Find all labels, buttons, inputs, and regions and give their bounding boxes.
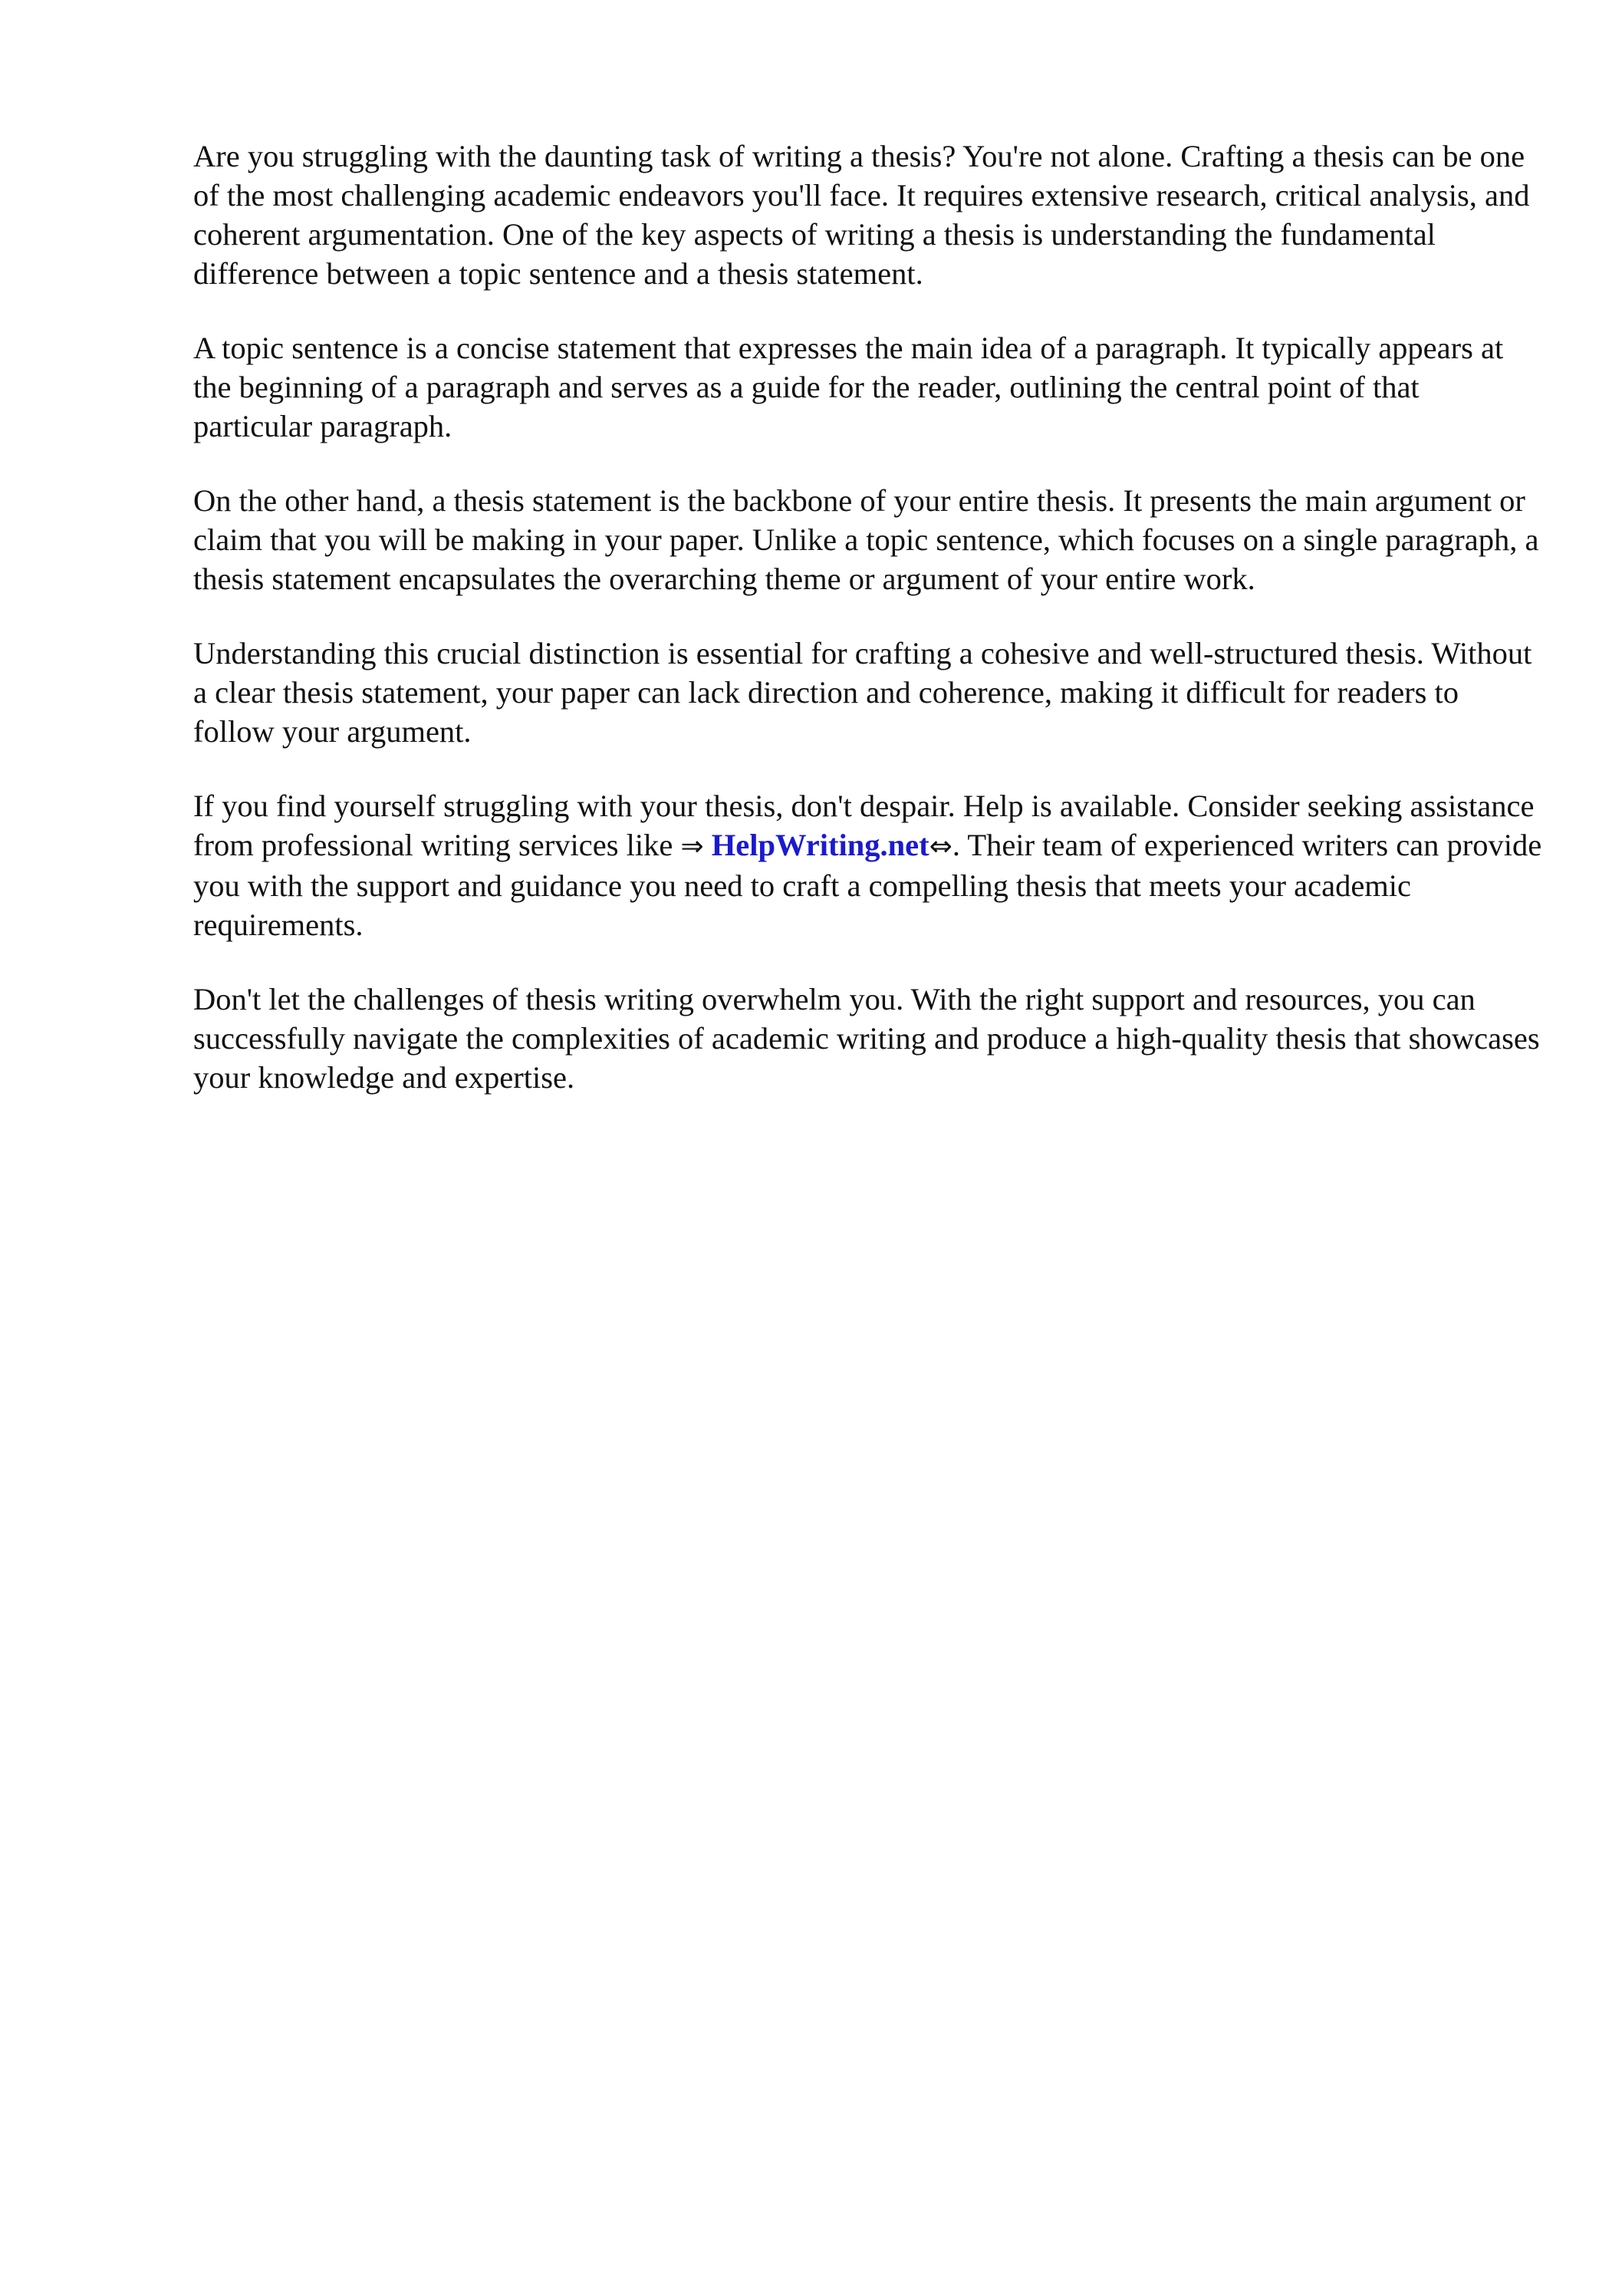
- left-right-double-arrow-icon: ⇔: [929, 831, 952, 862]
- help-text-after: . Their team of experienced writers can provide you with the support and guidance you need to craft a compelling thesis that meets your academic requirements.: [193, 828, 1542, 942]
- paragraph-intro: Are you struggling with the daunting task of writing a thesis? You're not alone. Crafting a thesis can be one of the most challenging academic endeavors you'll face. It requires extensive research, critical analysis, and coherent argumentation. One of the key aspects of writing a thesis is understanding the fundamental difference between a topic sentence and a thesis statement.: [193, 139, 1530, 291]
- right-double-arrow-icon: ⇒: [680, 831, 704, 862]
- helpwriting-link[interactable]: HelpWriting.net: [711, 828, 929, 862]
- paragraph-closing: Don't let the challenges of thesis writing overwhelm you. With the right support and resources, you can successfully navigate the complexities of academic writing and produce a high-quality thesis that showcases your knowledge and expertise.: [193, 982, 1540, 1095]
- help-text-before: If you find yourself struggling with your thesis, don't despair. Help is available. Consider seeking assistance from professional writing services like: [193, 789, 1535, 862]
- paragraph-help: [193, 786, 1543, 944]
- paragraph-thesis-statement: On the other hand, a thesis statement is the backbone of your entire thesis. It presents the main argument or claim that you will be making in your paper. Unlike a topic sentence, which focuses on a single paragraph, a thesis statement encapsulates the overarching theme or argument of your entire work.: [193, 483, 1539, 596]
- paragraph-topic-sentence: A topic sentence is a concise statement that expresses the main idea of a paragraph. It typically appears at the beginning of a paragraph and serves as a guide for the reader, outlining the central point of that particular paragraph.: [193, 331, 1504, 443]
- document-body: [193, 137, 1543, 1132]
- paragraph-distinction: Understanding this crucial distinction is essential for crafting a cohesive and well-structured thesis. Without a clear thesis statement, your paper can lack direction and coherence, making it difficult for readers to follow your argument.: [193, 636, 1532, 749]
